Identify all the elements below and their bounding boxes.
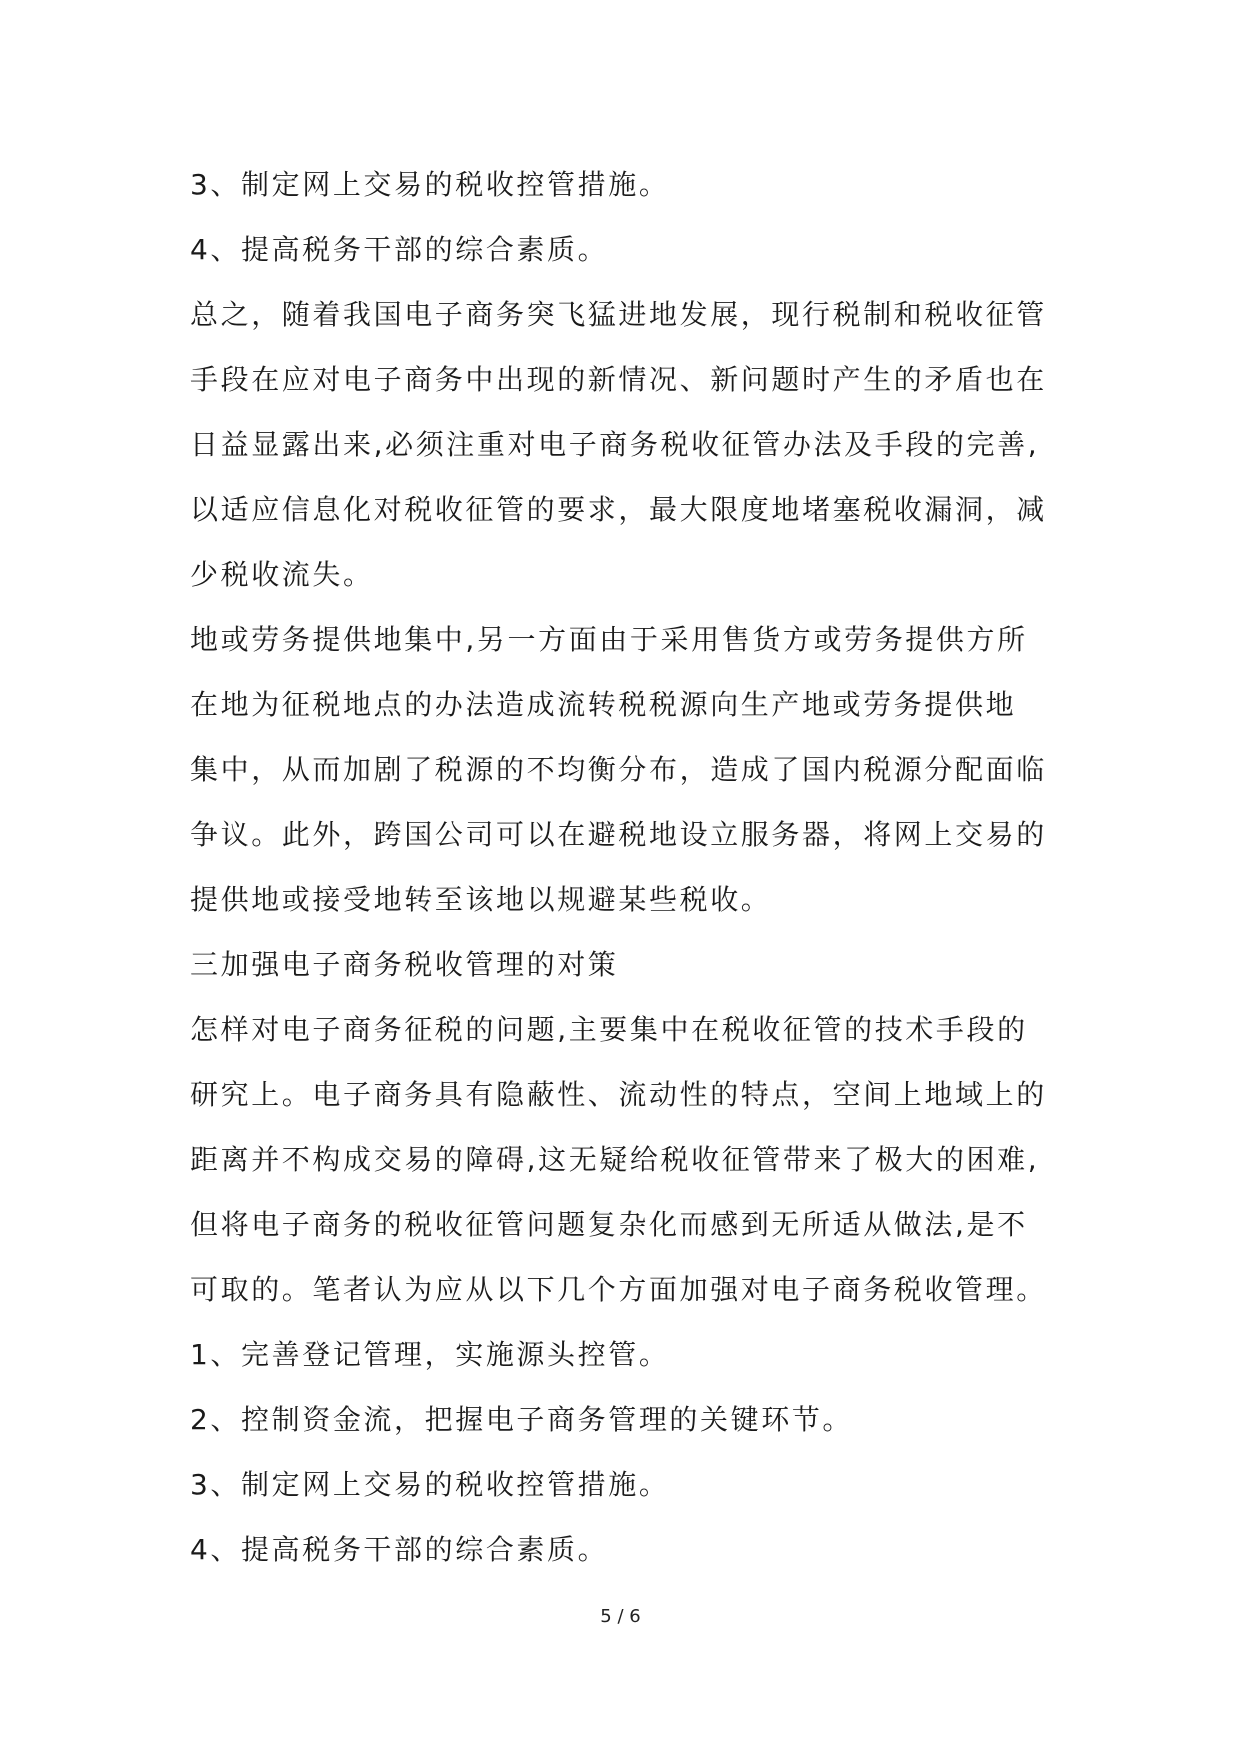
text-line: 研究上。电子商务具有隐蔽性、流动性的特点，空间上地域上的 [190,1078,1047,1111]
section-heading: 三加强电子商务税收管理的对策 [190,948,619,981]
text-line: 以适应信息化对税收征管的要求，最大限度地堵塞税收漏洞，减 [190,493,1047,526]
text-line: 少税收流失。 [190,558,374,591]
text-line: 日益显露出来,必须注重对电子商务税收征管办法及手段的完善, [190,428,1040,461]
body-text [190,152,1070,1582]
text-line: 争议。此外，跨国公司可以在避税地设立服务器，将网上交易的 [190,818,1047,851]
text-line: 但将电子商务的税收征管问题复杂化而感到无所适从做法,是不 [190,1208,1028,1241]
text-line: 3、制定网上交易的税收控管措施。 [190,168,670,201]
text-line: 1、完善登记管理，实施源头控管。 [190,1338,670,1371]
text-line: 可取的。笔者认为应从以下几个方面加强对电子商务税收管理。 [190,1273,1047,1306]
text-line: 4、提高税务干部的综合素质。 [190,233,609,266]
text-line: 总之，随着我国电子商务突飞猛进地发展，现行税制和税收征管 [190,298,1047,331]
text-line: 在地为征税地点的办法造成流转税税源向生产地或劳务提供地 [190,688,1017,721]
page-number: 5 / 6 [600,1606,641,1627]
text-line: 提供地或接受地转至该地以规避某些税收。 [190,883,772,916]
text-line: 2、控制资金流，把握电子商务管理的关键环节。 [190,1403,854,1436]
text-line: 地或劳务提供地集中,另一方面由于采用售货方或劳务提供方所 [190,623,1028,656]
text-line: 手段在应对电子商务中出现的新情况、新问题时产生的矛盾也在 [190,363,1047,396]
text-line: 4、提高税务干部的综合素质。 [190,1533,609,1566]
text-line: 3、制定网上交易的税收控管措施。 [190,1468,670,1501]
text-line: 距离并不构成交易的障碍,这无疑给税收征管带来了极大的困难, [190,1143,1040,1176]
text-line: 怎样对电子商务征税的问题,主要集中在税收征管的技术手段的 [190,1013,1028,1046]
text-line: 集中，从而加剧了税源的不均衡分布，造成了国内税源分配面临 [190,753,1047,786]
